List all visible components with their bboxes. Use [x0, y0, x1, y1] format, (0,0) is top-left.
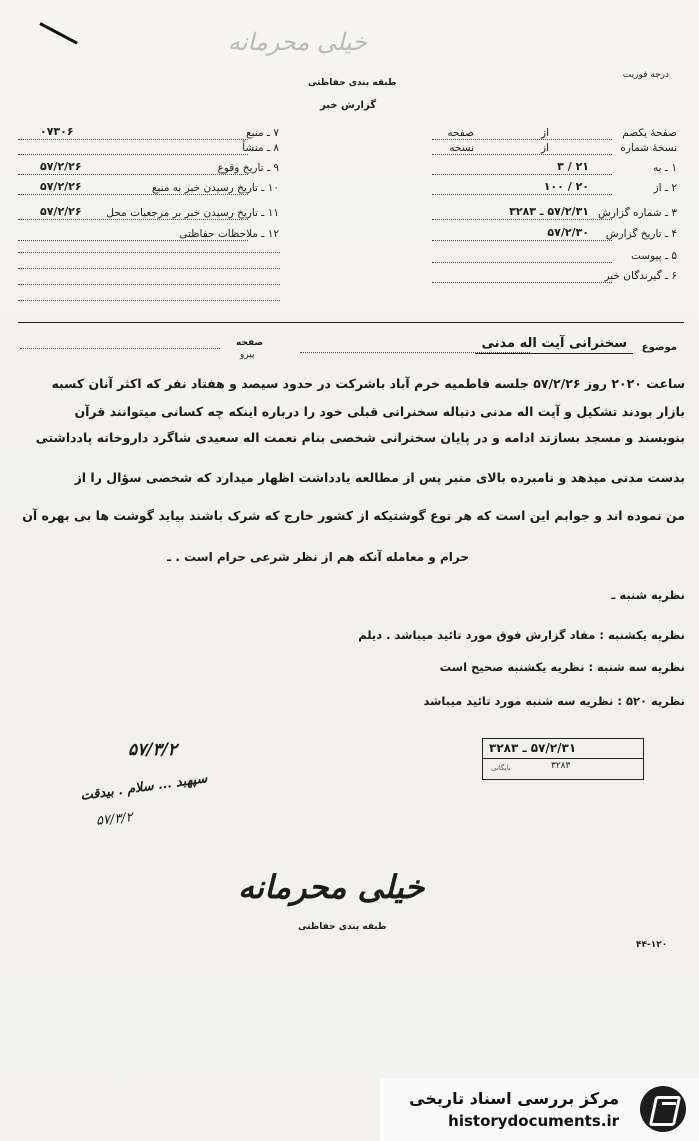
left-field-line	[18, 174, 248, 175]
left-field-value: ۵۷/۲/۲۶	[40, 205, 82, 218]
left-field-label: ۷ ـ منبع	[246, 127, 279, 139]
left-field-value: ۵۷/۲/۲۶	[40, 180, 82, 193]
opinion-line: نظریه سه شنبه : نظریه یکشنبه صحیح است	[439, 660, 685, 674]
right-field-label: ۵ ـ پیوست	[630, 250, 677, 262]
right-field-label: ۴ ـ تاریخ گزارش	[605, 228, 677, 240]
left-field-line	[18, 194, 248, 195]
handwritten-note: سپهبد ... سلام . بیدقت	[79, 771, 209, 804]
page-sub-label: پیرو	[240, 350, 255, 360]
document-code: ۴۴-۱۲۰	[636, 940, 668, 950]
left-field-line	[18, 219, 248, 220]
right-field-label: ۳ ـ شماره گزارش	[598, 207, 677, 219]
right-field-value: ۲۱ / ۳	[557, 160, 589, 173]
watermark-org: مرکز بررسی اسناد تاریخی	[409, 1089, 619, 1108]
handwritten-date: ۵۷/۳/۲	[128, 740, 177, 760]
page-label: صفحه	[236, 338, 264, 348]
left-field-line	[18, 240, 248, 241]
top-stamp: خیلی محرمانه	[228, 28, 367, 56]
right-field-label: ۱ ـ به	[653, 162, 677, 174]
right-field-line	[432, 262, 612, 263]
right-field-label: صفحهٔ یکصم	[622, 127, 677, 139]
bottom-department: طبقه بندی حفاظتی	[298, 922, 387, 932]
stamp-note: بایگانی	[491, 764, 511, 772]
body-line: بازار بودند تشکیل و آیت اله مدنی دنباله سخنرانی قبلی خود را درباره اینکه چه کسانی میتوانند قرآن	[74, 404, 685, 419]
handwritten-date-2: ۵۷/۳/۲	[95, 810, 134, 829]
right-field-mid: از	[541, 127, 549, 139]
left-field-label: ۱۰ ـ تاریخ رسیدن خبر به منبع	[151, 182, 279, 194]
right-field-line	[432, 219, 612, 220]
left-field-label: ۹ ـ تاریخ وقوع	[217, 162, 279, 174]
left-field-label: ۱۱ ـ تاریخ رسیدن خبر بر مرجعیات محل	[106, 207, 279, 219]
right-field-line	[432, 194, 612, 195]
body-line: بنویسند و مسجد بسازند ادامه و در پایان سخنرانی شخصی بنام نعمت اله سعیدی شاگرد داروخانه پادداشتی	[35, 430, 685, 445]
right-field-label: نسخهٔ شماره	[620, 142, 677, 154]
left-field-value: ۵۷/۲/۲۶	[40, 160, 82, 173]
right-field-line	[432, 154, 612, 155]
left-field-value: ۰۷۳۰۶	[40, 125, 74, 138]
right-field-line	[432, 282, 612, 283]
left-field-line	[18, 139, 248, 140]
body-line: بدست مدنی میدهد و نامبرده بالای منبر پس از مطالعه یادداشت اظهار میدارد که شخصی سؤال را از	[74, 470, 685, 485]
stamp-number: ۵۷/۲/۳۱ ـ ۳۲۸۳	[489, 741, 577, 755]
right-field-line	[432, 240, 612, 241]
right-field-value: ۲۰ / ۱۰۰	[543, 180, 589, 193]
report-title: گزارش خبر	[320, 100, 377, 111]
right-field-label: ۶ ـ گیرندگان خبر	[604, 270, 677, 282]
right-field-line	[432, 139, 612, 140]
pen-stroke	[39, 22, 77, 44]
right-field-end: صفحه	[447, 127, 474, 139]
archive-logo-icon	[640, 1086, 686, 1132]
watermark-url: historydocuments.ir	[448, 1112, 619, 1130]
bottom-stamp: خیلی محرمانه	[238, 868, 425, 906]
opinion-line: نظریه یکشنبه : مفاد گزارش فوق مورد تائید میباشد . دیلم	[358, 628, 685, 642]
right-field-value: ۵۷/۲/۳۰	[547, 226, 589, 239]
body-line: من نموده اند و جوابم این است که هر نوع گوشتیکه از کشور خارج که شرک باشند بیاید گوشت ها بی بهره آن	[22, 508, 685, 523]
body-line: ساعت ۲۰۲۰ روز ۵۷/۲/۲۶ جلسه فاطمیه خرم آباد باشرکت در حدود سیصد و هفتاد نفر که اکثر آنان کسبه	[51, 376, 685, 391]
right-field-end: نسخه	[449, 142, 474, 154]
opinion-line: نظریه ۵۲۰ : نظریه سه شنبه مورد تائید میباشد	[423, 694, 685, 708]
right-field-line	[432, 174, 612, 175]
subject-label: موضوع	[641, 342, 677, 353]
subject-value: سخنرانی آیت اله مدنی	[475, 336, 633, 354]
right-field-mid: از	[541, 142, 549, 154]
department-label: طبقه بندی حفاظتی	[308, 78, 397, 88]
section-divider	[18, 322, 684, 323]
body-line: حرام و معامله آنکه هم از نظر شرعی حرام است . ـ	[167, 550, 469, 564]
opinion-line: نظریه شنبه ـ	[611, 588, 685, 602]
left-field-line	[18, 154, 248, 155]
left-field-label: ۱۲ ـ ملاحظات حفاظتی	[179, 228, 279, 240]
stamp-sub: ۳۲۸۳	[551, 761, 571, 771]
left-field-label: ۸ ـ منشأ	[242, 142, 279, 154]
right-field-label: ۲ ـ از	[653, 182, 677, 194]
registration-stamp	[482, 738, 644, 780]
priority-label: درجه فوریت	[622, 70, 669, 80]
right-field-value: ۵۷/۲/۳۱ ـ ۳۲۸۳	[509, 205, 589, 218]
